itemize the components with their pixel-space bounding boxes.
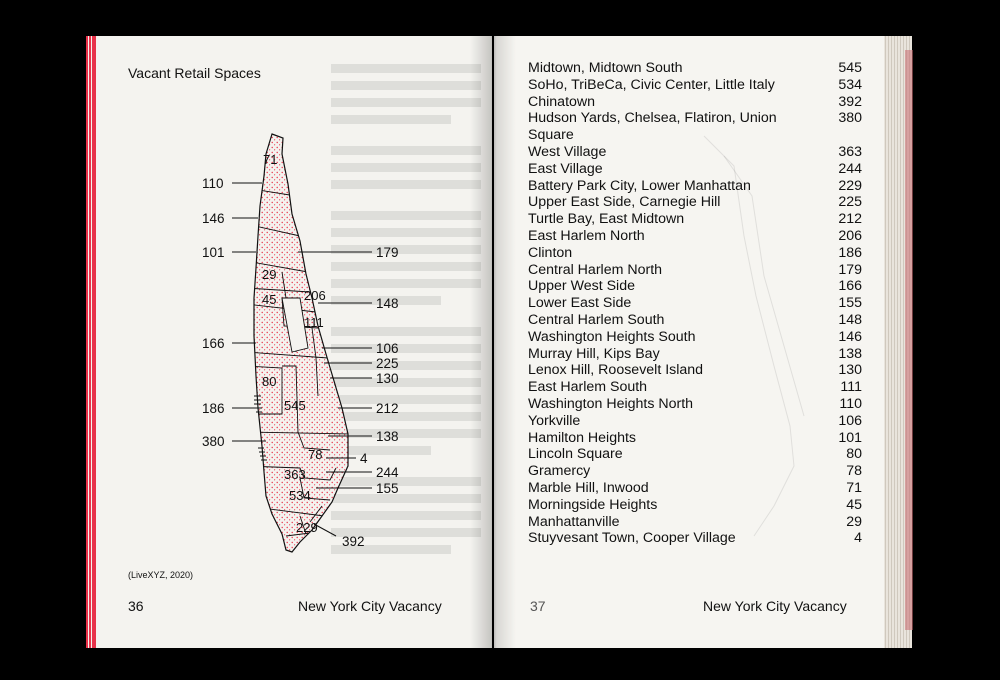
vacancy-count: 111 <box>840 379 862 396</box>
neighborhood-name: Turtle Bay, East Midtown <box>528 211 685 228</box>
district-label: 71 <box>263 152 278 167</box>
district-label: 80 <box>262 374 277 389</box>
vacancy-count: 78 <box>846 463 862 480</box>
callout-label: 166 <box>202 336 225 351</box>
vacancy-count: 130 <box>838 362 862 379</box>
list-item <box>528 178 862 195</box>
neighborhood-name: Marble Hill, Inwood <box>528 479 649 496</box>
vacancy-count: 146 <box>838 328 862 345</box>
district-label: 111 <box>304 315 324 330</box>
vacancy-count: 392 <box>838 93 862 110</box>
vacancy-count: 229 <box>838 177 862 194</box>
list-item <box>528 497 862 514</box>
neighborhood-name: East Harlem South <box>528 379 648 396</box>
district-label: 545 <box>284 398 306 413</box>
vacancy-count: 45 <box>846 496 862 513</box>
list-item <box>528 60 862 77</box>
callout-label: 225 <box>376 356 399 371</box>
list-item <box>528 312 862 329</box>
list-item <box>528 396 862 413</box>
list-item <box>528 110 862 144</box>
list-item <box>528 514 862 531</box>
list-item <box>528 94 862 111</box>
list-item <box>528 463 862 480</box>
list-item <box>528 144 862 161</box>
neighborhood-name: Lincoln Square <box>528 446 623 463</box>
list-item <box>528 77 862 94</box>
list-item <box>528 480 862 497</box>
vacancy-count: 166 <box>838 278 862 295</box>
neighborhood-name: Morningside Heights <box>528 496 658 513</box>
vacancy-count: 206 <box>838 227 862 244</box>
callout-label: 212 <box>376 401 399 416</box>
vacancy-count: 225 <box>838 194 862 211</box>
vacancy-count: 186 <box>838 244 862 261</box>
page-edge-tint <box>905 50 913 630</box>
callout-label: 155 <box>376 481 399 496</box>
list-item <box>528 245 862 262</box>
neighborhood-name: West Village <box>528 143 607 160</box>
callout-label: 110 <box>202 176 224 191</box>
district-label: 363 <box>284 467 306 482</box>
vacancy-count: 380 <box>838 110 862 127</box>
list-item <box>528 362 862 379</box>
vacancy-count: 4 <box>854 530 862 547</box>
callout-label: 186 <box>202 401 225 416</box>
district-label: 29 <box>262 267 277 282</box>
list-item <box>528 329 862 346</box>
neighborhood-name: SoHo, TriBeCa, Civic Center, Little Italy <box>528 76 775 93</box>
neighborhood-name: Midtown, Midtown South <box>528 60 683 76</box>
neighborhood-name: Central Harlem South <box>528 311 665 328</box>
district-label: 45 <box>262 292 277 307</box>
neighborhood-name: Hudson Yards, Chelsea, Flatiron, Union Square <box>528 110 777 144</box>
callout-label: 392 <box>342 534 365 549</box>
neighborhood-name: Chinatown <box>528 93 596 110</box>
callout-label: 101 <box>202 245 225 260</box>
page-number: 37 <box>530 598 546 614</box>
vacancy-count: 71 <box>846 479 862 496</box>
list-item <box>528 413 862 430</box>
neighborhood-name: Yorkville <box>528 412 581 429</box>
callout-label: 148 <box>376 296 399 311</box>
callout-label: 244 <box>376 465 399 480</box>
neighborhood-name: Lenox Hill, Roosevelt Island <box>528 362 704 379</box>
vacancy-count: 179 <box>838 261 862 278</box>
page-number: 36 <box>128 598 144 614</box>
district-label: 534 <box>289 488 311 503</box>
vacancy-count: 155 <box>838 295 862 312</box>
callout-label: 4 <box>360 451 368 466</box>
neighborhood-name: Upper West Side <box>528 278 635 295</box>
vacancy-count: 545 <box>838 60 862 76</box>
list-item <box>528 346 862 363</box>
running-title: New York City Vacancy <box>298 598 442 614</box>
vacancy-count: 212 <box>838 211 862 228</box>
neighborhood-name: East Harlem North <box>528 227 645 244</box>
neighborhood-name: Battery Park City, Lower Manhattan <box>528 177 751 194</box>
neighborhood-name: Clinton <box>528 244 573 261</box>
neighborhood-name: Washington Heights North <box>528 395 694 412</box>
vacancy-count: 110 <box>839 395 862 412</box>
vacancy-table <box>528 60 862 547</box>
district-label: 78 <box>308 447 323 462</box>
list-item <box>528 278 862 295</box>
vacancy-count: 244 <box>838 160 862 177</box>
list-item <box>528 446 862 463</box>
left-page <box>86 36 492 648</box>
list-item <box>528 194 862 211</box>
source-credit: (LiveXYZ, 2020) <box>128 570 194 580</box>
list-item <box>528 295 862 312</box>
neighborhood-name: Murray Hill, Kips Bay <box>528 345 660 362</box>
vacancy-count: 534 <box>838 76 862 93</box>
neighborhood-name: Washington Heights South <box>528 328 696 345</box>
list-item <box>528 211 862 228</box>
callout-label: 106 <box>376 341 399 356</box>
callout-label: 130 <box>376 371 399 386</box>
vacancy-count: 138 <box>838 345 862 362</box>
callout-label: 179 <box>376 245 399 260</box>
neighborhood-name: Hamilton Heights <box>528 429 637 446</box>
list-item <box>528 530 862 547</box>
neighborhood-name: Manhattanville <box>528 513 620 530</box>
page-heading: Vacant Retail Spaces <box>128 65 261 81</box>
list-item <box>528 262 862 279</box>
vacancy-count: 29 <box>846 513 862 530</box>
neighborhood-name: Upper East Side, Carnegie Hill <box>528 194 721 211</box>
district-label: 206 <box>304 288 326 303</box>
neighborhood-name: Lower East Side <box>528 295 632 312</box>
callout-label: 146 <box>202 211 225 226</box>
neighborhood-name: Gramercy <box>528 463 591 480</box>
vacancy-count: 101 <box>838 429 862 446</box>
list-item <box>528 228 862 245</box>
vacancy-count: 363 <box>838 143 862 160</box>
right-page <box>494 36 884 648</box>
vacancy-count: 106 <box>838 412 862 429</box>
running-title: New York City Vacancy <box>703 598 847 614</box>
list-item <box>528 379 862 396</box>
neighborhood-name: East Village <box>528 160 603 177</box>
list-item <box>528 161 862 178</box>
district-label: 229 <box>296 520 318 535</box>
list-item <box>528 430 862 447</box>
callout-label: 138 <box>376 429 399 444</box>
vacancy-count: 80 <box>846 446 862 463</box>
neighborhood-name: Stuyvesant Town, Cooper Village <box>528 530 736 547</box>
manhattan-map <box>86 36 492 648</box>
vacancy-count: 148 <box>838 311 862 328</box>
neighborhood-name: Central Harlem North <box>528 261 663 278</box>
callout-label: 380 <box>202 434 225 449</box>
